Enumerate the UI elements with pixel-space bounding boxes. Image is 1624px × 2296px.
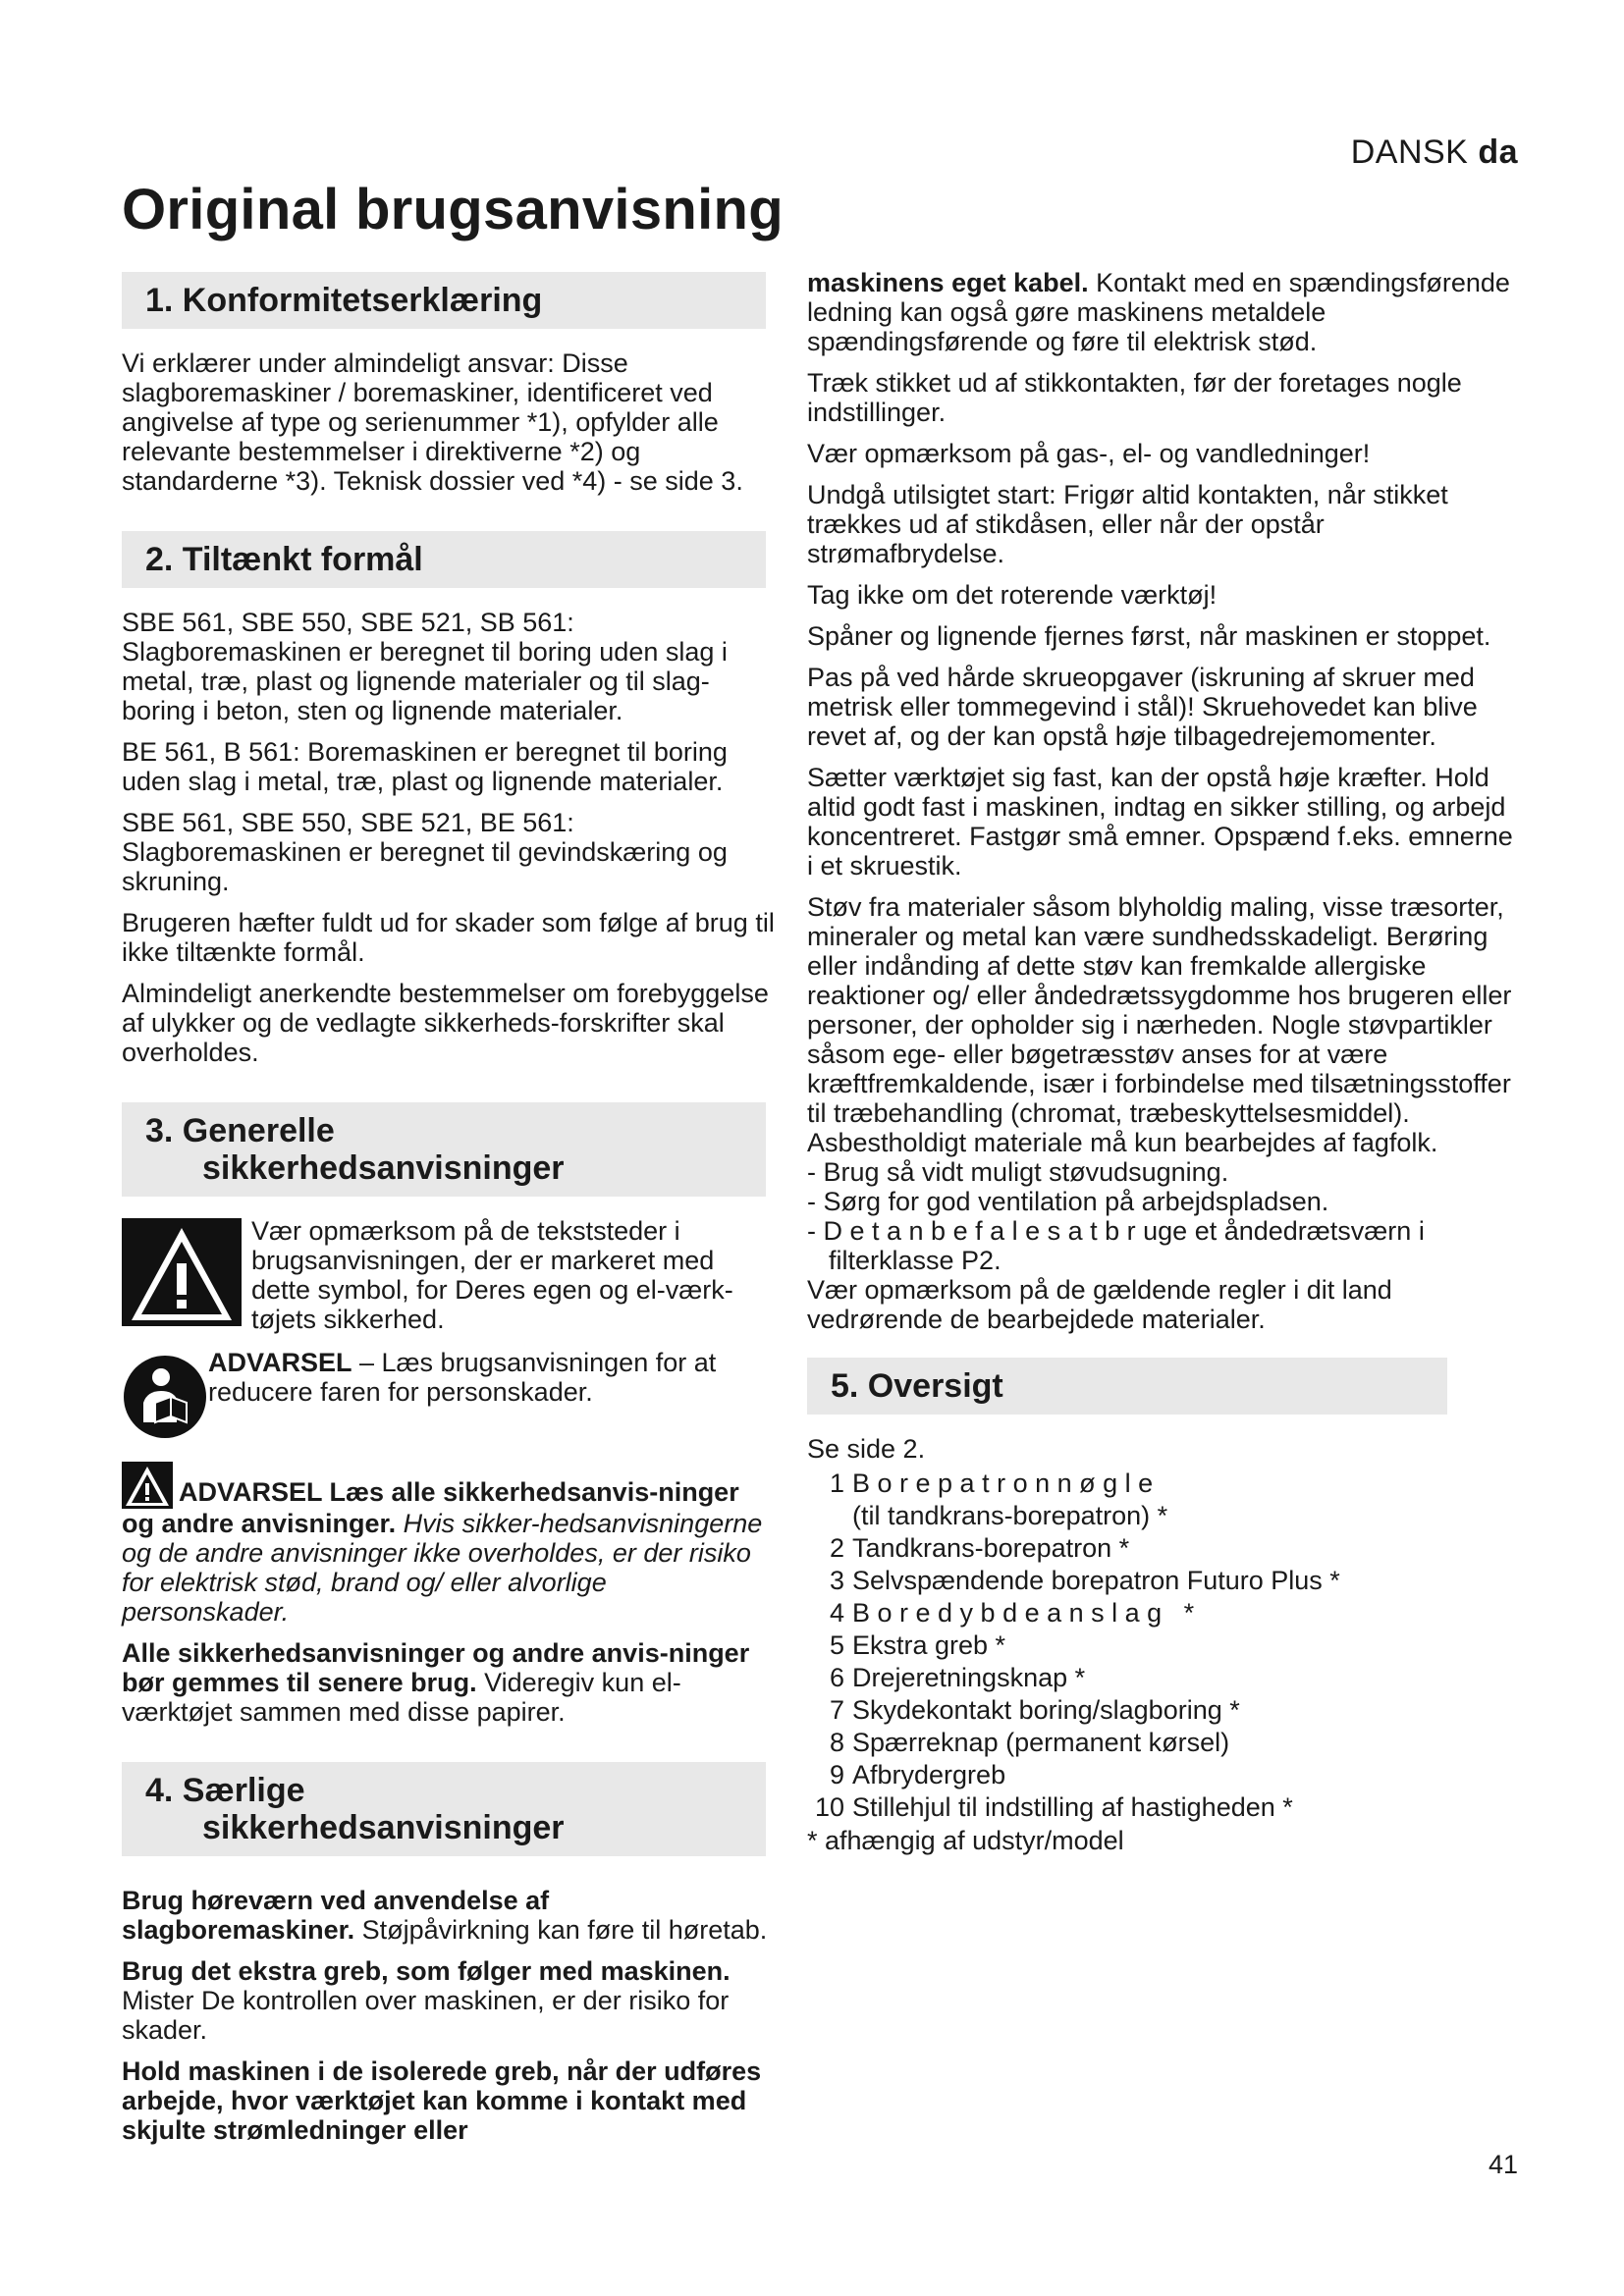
cable-contact-note: maskinens eget kabel. Kontakt med en spændingsførende ledning kan også gøre maskinens metaldele spændingsførende og føre til elektrisk stød. [807,268,1510,356]
dust-measures-list [807,1157,1514,1275]
part-number [807,1500,844,1532]
list-item [807,1532,1514,1565]
overview-footnote: * afhængig af udstyr/model [807,1826,1124,1855]
small-warning-icon [122,1462,173,1509]
list-item [807,1500,1514,1532]
overview-parts-list [807,1468,1514,1824]
section-heading-intended-use: 2. Tiltænkt formål [122,531,766,588]
hearing-protection-note: Brug høreværn ved anvendelse af slagboremaskiner. Støjpåvirkning kan føre til høretab. [122,1886,768,1945]
part-label: B o r e p a t r o n n ø g l e [852,1468,1154,1498]
section-heading-special-safety: 4. Særlige sikkerhedsanvisninger [122,1762,766,1856]
part-label: Afbrydergreb [852,1760,1006,1789]
hard-screwing-note: Pas på ved hårde skrueopgaver (iskruning af skruer med metrisk eller tommegevind i stål)! Skruehovedet kan blive revet af, og der kan opstå høje tilbagedrejemomenter. [807,663,1478,751]
keep-instructions-note: Alle sikkerhedsanvisninger og andre anvis-ninger bør gemmes til senere brug. Videregiv kun el-værktøjet sammen med disse papirer. [122,1638,750,1727]
section-heading-conformity: 1. Konformitetserklæring [122,272,766,329]
chips-note: Spåner og lignende fjernes først, når maskinen er stoppet. [807,621,1491,651]
part-number: 3 [829,1566,844,1595]
left-column [122,272,778,2157]
list-item: - D e t a n b e f a l e s a t b r uge et åndedrætsværn i filterklasse P2. [807,1216,1425,1275]
read-manual-icon [122,1354,208,1440]
section-heading-general-safety: 3. Generelle sikkerhedsanvisninger [122,1102,766,1197]
part-number: 10 [814,1792,844,1822]
part-label: Spærreknap (permanent kørsel) [852,1728,1230,1757]
section-heading-overview: 5. Oversigt [807,1358,1447,1415]
part-number: 1 [829,1468,844,1498]
list-item: - Brug så vidt muligt støvudsugning. [807,1157,1229,1187]
list-item [807,1597,1514,1629]
part-label: Tandkrans-borepatron * [852,1533,1130,1563]
list-item [807,1759,1514,1791]
part-label: B o r e d y b d e a n s l a g * [852,1598,1195,1628]
list-item: - Sørg for god ventilation på arbejdspladsen. [807,1187,1329,1216]
conformity-text: Vi erklærer under almindeligt ansvar: Disse slagboremaskiner / boremaskiner, identificeret ved angivelse af type og serienummer *1), opfylder alle relevante bestemmelser i direktiverne *2) og standarderne *3). Teknisk dossier ved *4) - se side 3. [122,348,743,496]
document-title: Original brugsanvisning [122,178,784,241]
part-label: (til tandkrans-borepatron) * [852,1501,1168,1530]
list-item [807,1662,1514,1694]
part-label: Selvspændende borepatron Futuro Plus * [852,1566,1340,1595]
list-item [807,1468,1514,1500]
part-number: 4 [829,1598,844,1628]
extra-handle-note: Brug det ekstra greb, som følger med maskinen. Mister De kontrollen over maskinen, er der risiko for skader. [122,1956,731,2045]
right-column [807,268,1514,1867]
unintended-start-note: Undgå utilsigtet start: Frigør altid kontakten, når stikket trækkes ud af stikdåsen, eller når der opstår strømafbrydelse. [807,480,1448,568]
intended-use-p1: SBE 561, SBE 550, SBE 521, SB 561: Slagboremaskinen er beregnet til boring uden slag i metal, træ, plast og lignende materialer og til slag-boring i beton, sten og lignende materialer. [122,608,728,725]
part-label: Ekstra greb * [852,1630,1006,1660]
part-number: 9 [829,1760,844,1789]
language-label: DANSK da [1350,133,1518,171]
warning-read-all: ADVARSEL Læs alle sikkerhedsanvis-ninger og andre anvisninger. Hvis sikker-hedsanvisningerne og de andre anvisninger ikke overholdes, er der risiko for elektrisk stød, brand og/ eller alvorlige personskader. [122,1462,778,1627]
warning-symbol-note [122,1216,778,1334]
tool-jam-note: Sætter værktøjet sig fast, kan der opstå høje kræfter. Hold altid godt fast i maskinen, indtag en sikker stilling, og arbejd koncentreret. Fastgør små emner. Opspænd f.eks. emnerne i et skruestik. [807,763,1513,881]
dust-note: Støv fra materialer såsom blyholdig maling, visse træsorter, mineraler og metal kan være sundhedsskadeligt. Berøring eller indånding af dette støv kan fremkalde allergiske reaktioner og/ eller åndedrætssygdomme hos brugeren eller personer, der opholder sig i nærheden. Nogle støvpartikler såsom ege- eller bøgetræsstøv anses for at være kræftfremkaldende, især i forbindelse med tilsætningsstoffer til træbehandling (chromat, træbeskyttelsesmiddel). Asbestholdigt materiale må kun bearbejdes af fagfolk. [807,892,1512,1157]
list-item [807,1694,1514,1727]
intended-use-p4: Brugeren hæfter fuldt ud for skader som følge af brug til ikke tiltænkte formål. [122,908,775,967]
regulations-note: Vær opmærksom på de gældende regler i dit land vedrørende de bearbejdede materialer. [807,1275,1392,1334]
unplug-note: Træk stikket ud af stikkontakten, før der foretages nogle indstillinger. [807,368,1462,427]
part-label: Stillehjul til indstilling af hastigheden * [852,1792,1293,1822]
part-number: 6 [829,1663,844,1692]
part-number: 7 [829,1695,844,1725]
list-item [807,1565,1514,1597]
warning-symbol-text: Vær opmærksom på de tekststeder i brugsanvisningen, der er markeret med dette symbol, for Deres egen og el-værk-tøjets sikkerhed. [251,1216,733,1334]
warning-triangle-icon [122,1218,242,1326]
overview-intro: Se side 2. [807,1434,926,1464]
utility-lines-note: Vær opmærksom på gas-, el- og vandledninger! [807,439,1371,468]
read-manual-text: ADVARSEL – Læs brugsanvisningen for at reducere faren for personskader. [208,1348,717,1407]
read-manual-note [122,1348,778,1440]
list-item [807,1791,1514,1824]
part-number: 5 [829,1630,844,1660]
list-item [807,1629,1514,1662]
insulated-grip-note: Hold maskinen i de isolerede greb, når der udføres arbejde, hvor værktøjet kan komme i kontakt med skjulte strømledninger eller [122,2056,762,2145]
part-label: Drejeretningsknap * [852,1663,1086,1692]
rotating-tool-note: Tag ikke om det roterende værktøj! [807,580,1218,610]
part-number: 2 [829,1533,844,1563]
intended-use-p3: SBE 561, SBE 550, SBE 521, BE 561: Slagboremaskinen er beregnet til gevindskæring og skruning. [122,808,728,896]
list-item [807,1727,1514,1759]
part-number: 8 [829,1728,844,1757]
intended-use-p5: Almindeligt anerkendte bestemmelser om forebyggelse af ulykker og de vedlagte sikkerheds-forskrifter skal overholdes. [122,979,769,1067]
part-label: Skydekontakt boring/slagboring * [852,1695,1240,1725]
page-number: 41 [1488,2150,1518,2179]
intended-use-p2: BE 561, B 561: Boremaskinen er beregnet til boring uden slag i metal, træ, plast og lignende materialer. [122,737,728,796]
